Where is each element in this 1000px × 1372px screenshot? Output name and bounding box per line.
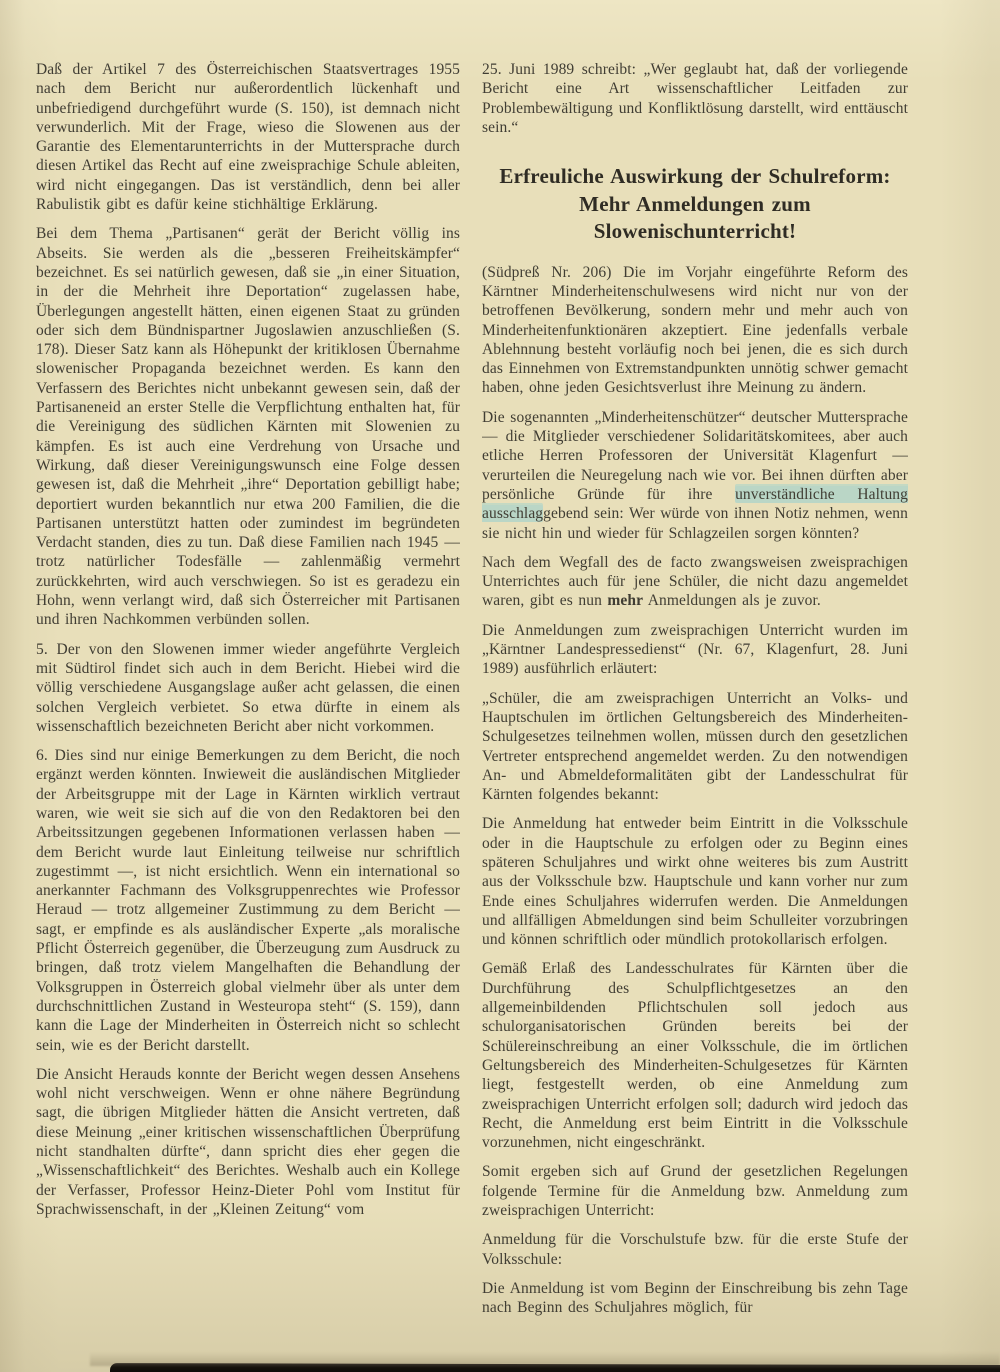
paragraph: (Südpreß Nr. 206) Die im Vorjahr eingeführte Reform des Kärntner Minderheitenschulwesens wird nicht nur von der betroffenen Bevölkerung, sondern mehr und mehr auch von Minderheitenfunktionären akzeptiert. Eine jedenfalls verbale Ablehnnung besteht vorläufig noch bei jenen, die es sich durch das Einnehmen von Extremstandpunkten unnötig schwer gemacht haben, ohne jeden Gesichtsverlust ihre Meinung zu ändern. [482,263,908,397]
article-heading-line-1: Erfreuliche Auswirkung der Schulreform: [499,164,891,189]
left-column [36,60,460,1360]
paragraph: Somit ergeben sich auf Grund der gesetzlichen Regelungen folgende Termine für die Anmeldung bzw. Anmeldung zum zweisprachigen Unterricht: [482,1163,908,1220]
paragraph: Nach dem Wegfall des de facto zwangsweisen zweisprachigen Unterrichtes auch für jene Schüler, die nicht dazu angemeldet waren, gibt es nun mehr Anmeldungen als je zuvor. [482,553,908,610]
intro-paragraph: 25. Juni 1989 schreibt: „Wer geglaubt hat, daß der vorliegende Bericht eine Art wissenschaftlicher Leitfaden zur Problembewältigung und Konfliktlösung darstellt, wird enttäuscht sein.“ [482,61,908,136]
intro-paragraph-container [482,60,908,137]
paragraph: Die Anmeldungen zum zweisprachigen Unterricht wurden im „Kärntner Landespressedienst“ (Nr. 67, Klagenfurt, 28. Juni 1989) ausführlich erläutert: [482,621,908,678]
right-column [482,60,908,1360]
paragraph: „Schüler, die am zweisprachigen Unterricht an Volks- und Hauptschulen im örtlichen Geltungsbereich des Minderheiten-Schulgesetzes teilnehmen wollen, müssen durch den gesetzlichen Vertreter entsprechend angemeldet werden. Zu den notwendigen An- und Abmeldeformalitäten gibt der Landesschulrat für Kärnten folgendes bekannt: [482,689,908,804]
paragraph: Die sogenannten „Minderheitenschützer“ deutscher Muttersprache — die Mitglieder verschiedener Solidaritätskomitees, aber auch etliche Herren Professoren der Universität Klagenfurt — verurteilen die Neuregelung nach wie vor. Bei ihnen dürften aber persönliche Gründe für ihre unverständliche Haltung ausschlaggebend sein: Wer würde von ihnen Notiz nehmen, wenn sie nicht hin und wieder für Schlagzeilen sorgen könnten? [482,408,908,542]
paragraph: Daß der Artikel 7 des Österreichischen Staatsvertrages 1955 nach dem Bericht nur außerordentlich lückenhaft und unbefriedigend durchgeführt wurde (S. 150), ist demnach nicht verwunderlich. Mit der Frage, wieso die Slowenen aus der Garantie des Elementarunterrichts in der Muttersprache durch diesen Artikel das Recht auf eine zweisprachige Schule ableiten, wird nicht eingegangen. Das ist verständlich, denn bei aller Rabulistik gibt es dafür keine stichhältige Erklärung. [36,61,460,214]
left-column-paragraphs [36,60,460,1219]
paragraph: Gemäß Erlaß des Landesschulrates für Kärnten über die Durchführung des Schulpflichtgesetzes an den allgemeinbildenden Pflichtschulen soll jedoch aus schulorganisatorischen Gründen bereits bei der Schülereinschreibung an einer Volksschule, die im örtlichen Geltungsbereich des Minderheiten-Schulgesetzes für Kärnten liegt, festgestellt werden, ob eine Anmeldung zum zweisprachigen Unterricht erfolgen soll; dadurch wird jedoch das Recht, die Anmeldung erst beim Eintritt in die Volksschule vorzunehmen, nicht eingeschränkt. [482,960,908,1152]
paragraph: Die Ansicht Herauds konnte der Bericht wegen dessen Ansehens wohl nicht verschweigen. Wenn er ohne nähere Begründung sagt, die übrigen Mitglieder hätten die Ansicht vertreten, daß diese Meinung „einer kritischen wissenschaftlichen Überprüfung nicht standhalten dürfte“, dann spricht dies eher gegen die „Wissenschaftlichkeit“ des Berichtes. Weshalb auch ein Kollege der Verfasser, Professor Heinz-Dieter Pohl vom Institut für Sprachwissenschaft, in der „Kleinen Zeitung“ vom [36,1065,460,1218]
highlight-mark: unverständliche Haltung ausschlag [482,485,908,523]
paragraph: Die Anmeldung ist vom Beginn der Einschreibung bis zehn Tage nach Beginn des Schuljahres möglich, für [482,1279,908,1317]
right-column-paragraphs [482,263,908,1318]
paragraph: 5. Der von den Slowenen immer wieder angeführte Vergleich mit Südtirol findet sich auch in dem Bericht. Hiebei wird die völlig verschiedene Ausgangslage außer acht gelassen, die einen solchen Vergleich verbietet. So etwa dürfte in einem als wissenschaftlich bezeichneten Bericht aber nicht vorkommen. [36,640,460,735]
paragraph: 6. Dies sind nur einige Bemerkungen zu dem Bericht, die noch ergänzt werden könnten. Inwieweit die ausländischen Mitglieder der Arbeitsgruppe mit der Lage in Kärnten wirklich vertraut waren, wie weit sie sich auf die von den Redaktoren bei den Arbeitssitzungen gegebenen Informationen verlassen haben — dem Bericht wurde laut Einleitung teilweise nur schriftlich zugestimmt —, ist nicht ersichtlich. Wenn ein international so anerkannter Fachmann des Volksgruppenrechtes wie Professor Heraud — trotz allgemeiner Zustimmung zu dem Bericht — sagt, er empfinde es als ausländischer Experte „als moralische Pflicht Österreich gegenüber, die Überzeugung zum Ausdruck zu bringen, daß trotz vielem Mangelhaften die Behandlung der Volksgruppen in Österreich global vielmehr über als unter dem durchschnittlichen Zustand in Westeuropa steht“ (S. 159), dann kann die Lage der Minderheiten in Österreich nicht so schlecht sein, wie es der Bericht darstellt. [36,747,460,1054]
paragraph: Anmeldung für die Vorschulstufe bzw. für die erste Stufe der Volksschule: [482,1231,908,1268]
paragraph: Bei dem Thema „Partisanen“ gerät der Bericht völlig ins Abseits. Sie werden als die „besseren Freiheitskämpfer“ bezeichnet. Es sei natürlich gewesen, daß sie „in einer Situation, in der die Mehrheit ihre Deportation“ zugelassen habe, Überlegungen angestellt hätten, einen eigenen Staat zu gründen oder sich dem Bündnispartner Jugoslawien anzuschließen (S. 178). Dieser Satz kann als Höhepunkt der kritiklosen Übernahme slowenischer Propaganda bezeichnet werden. Es kann den Verfassern des Berichtes nicht unbekannt gewesen sein, daß der Partisaneneid an erster Stelle die Verpflichtung enthalten hat, für die Vereinigung des südlichen Kärnten mit Slowenien zu kämpfen. Es ist auch eine Verdrehung von Ursache und Wirkung, daß dieser Vereinigungswunsch eine Folge dessen gewesen ist, daß die Mehrheit „ihre“ Deportation gebilligt habe; deportiert wurden bekanntlich nur etwa 200 Familien, die die Partisanen unterstützt hatten oder zumindest im begründeten Verdacht standen, dies zu tun. Daß diese Familien nach 1945 — trotz natürlicher Todesfälle — zahlenmäßig vermehrt zurückkehrten, wird auch verschwiegen. So ist es geradezu ein Hohn, wenn verlangt wird, daß sich Österreicher mit Partisanen und ihren Nachkommen verbünden sollen. [36,225,460,629]
paragraph: Die Anmeldung hat entweder beim Eintritt in die Volksschule oder in die Hauptschule zu erfolgen oder zu Beginn eines späteren Schuljahres und wirkt ohne weiteres bis zum Austritt aus der Volksschule bzw. Hauptschule und kann vorher nur zum Ende eines Schuljahres widerrufen werden. Die Anmeldungen und allfälligen Abmeldungen sind beim Schulleiter vorzubringen und können schriftlich oder mündlich protokollarisch erfolgen. [482,815,908,949]
scan-edge-artifact [110,1363,1000,1372]
article-heading-line-2: Mehr Anmeldungen zum Slowenischunterricht! [579,191,811,244]
article-heading [482,163,908,246]
